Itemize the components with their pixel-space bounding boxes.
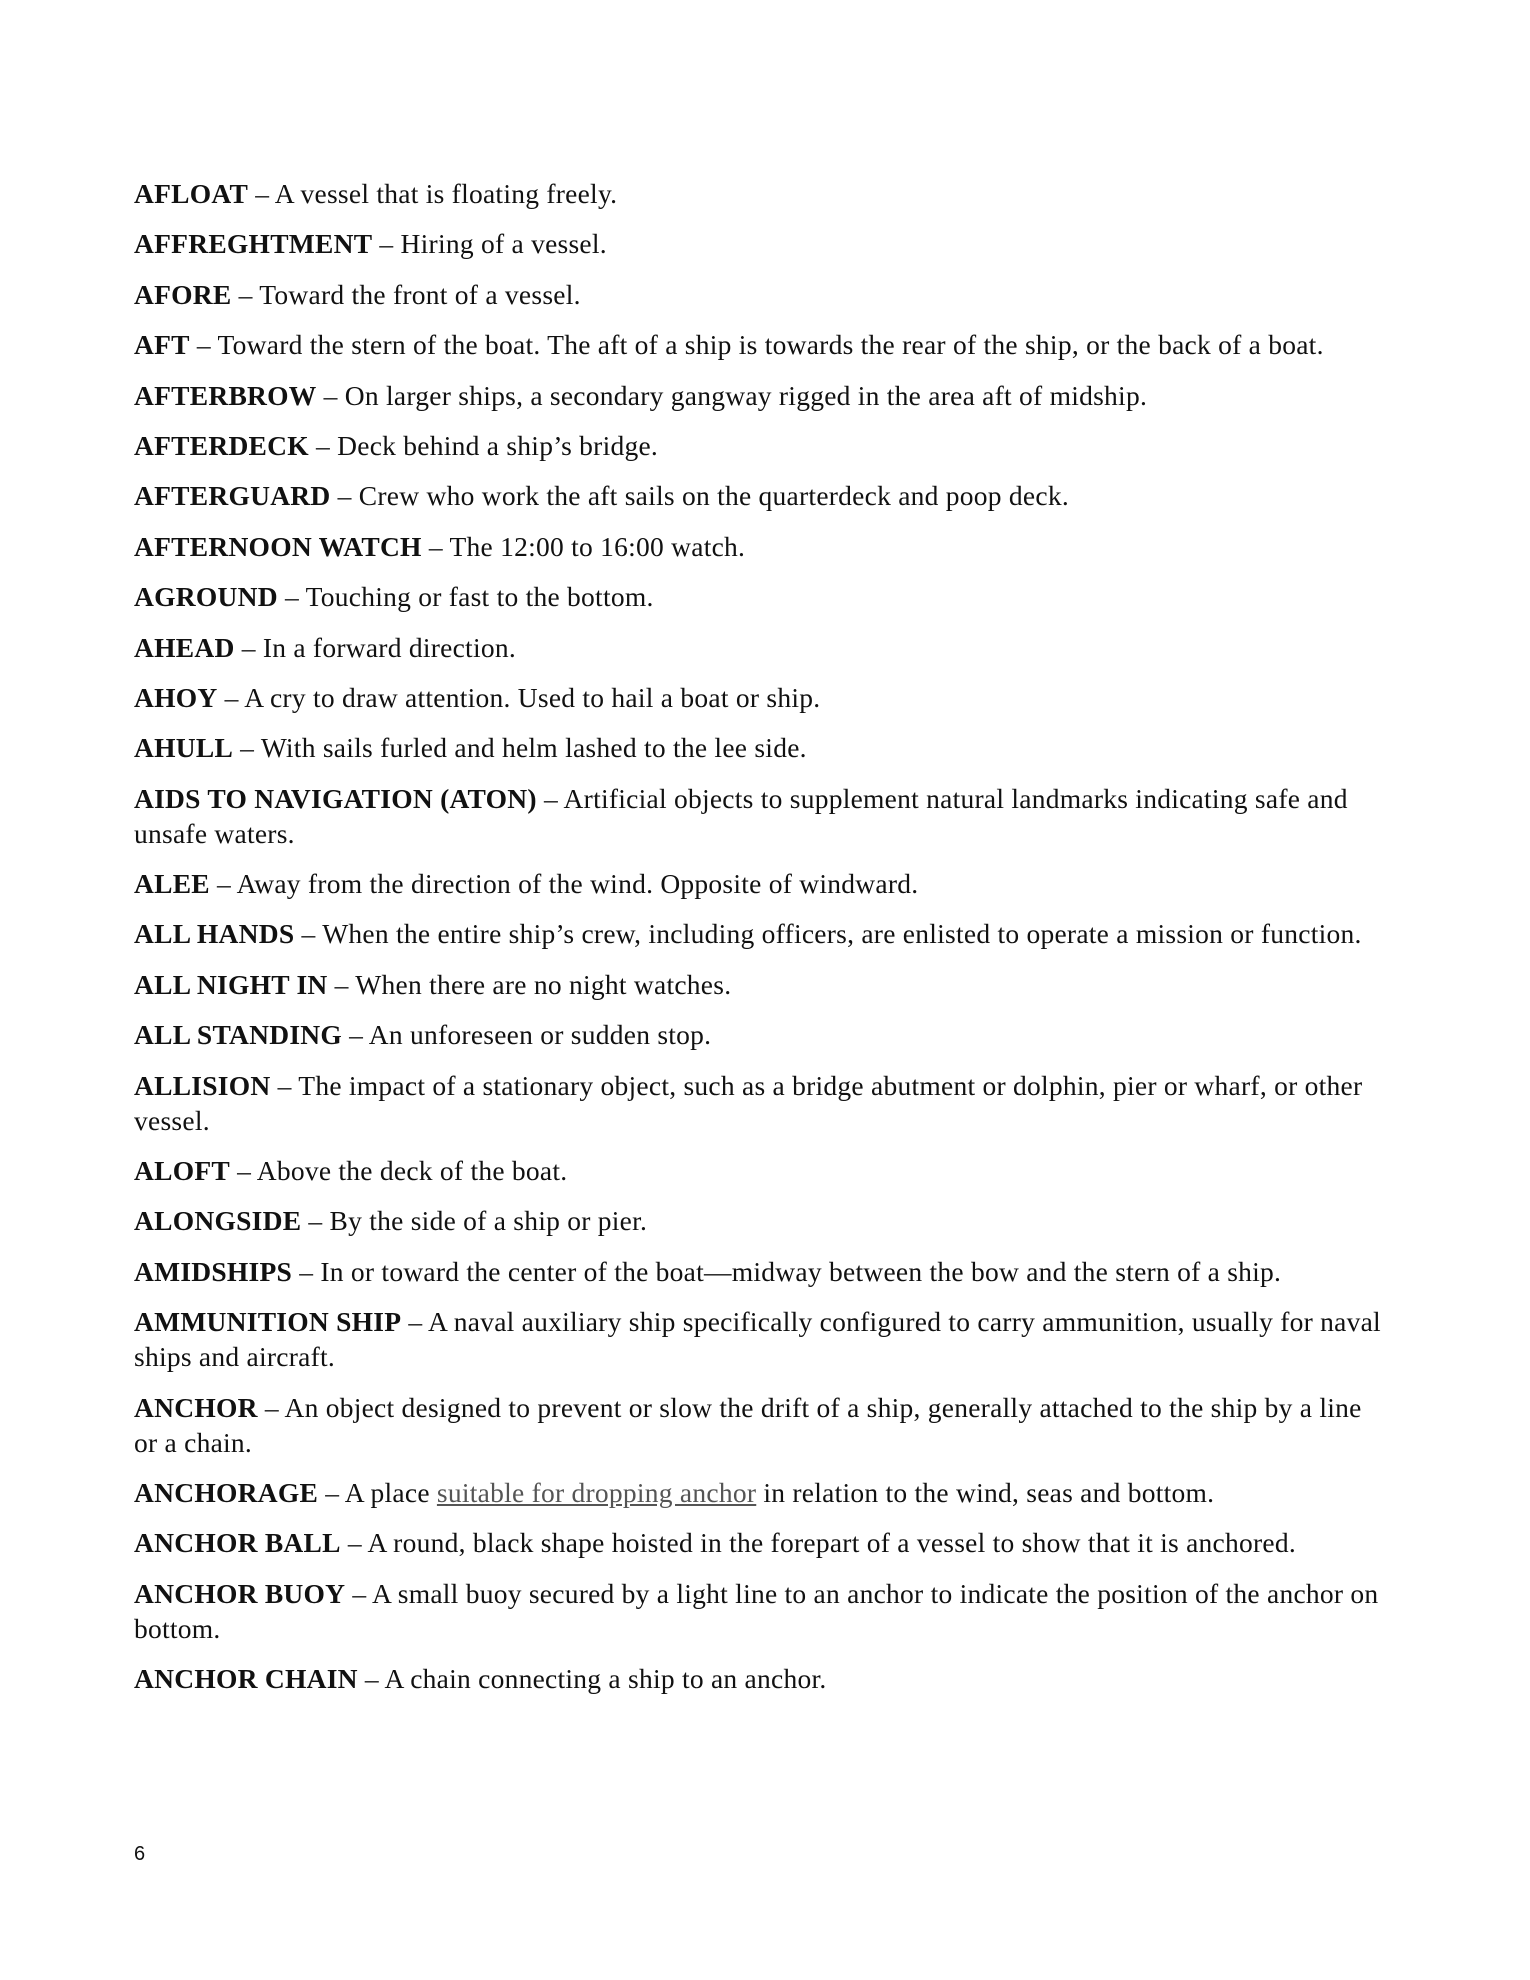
- glossary-entry: [134, 1068, 1384, 1138]
- definition: A round, black shape hoisted in the forepart of a vessel to show that it is anchored.: [367, 1527, 1296, 1559]
- glossary-entry: [134, 866, 1384, 901]
- definition: A vessel that is floating freely.: [274, 178, 618, 209]
- definition: A cry to draw attention. Used to hail a boat or ship.: [244, 681, 821, 713]
- glossary-entry: [134, 1576, 1384, 1646]
- glossary-entry: [134, 277, 1384, 312]
- glossary-entry: [134, 1390, 1384, 1460]
- glossary-entry: [134, 478, 1384, 513]
- separator: –: [209, 868, 237, 900]
- term: ALEE: [134, 868, 210, 900]
- term: AHEAD: [134, 631, 235, 663]
- separator: –: [421, 530, 450, 562]
- glossary-entry: [134, 1661, 1384, 1696]
- separator: –: [308, 429, 338, 461]
- glossary-entry: [134, 1203, 1384, 1238]
- term: ALLISION: [134, 1069, 271, 1101]
- term: AMIDSHIPS: [134, 1255, 293, 1287]
- glossary-entry: [134, 428, 1384, 463]
- separator: –: [292, 1255, 321, 1287]
- definition: Crew who work the aft sails on the quarterdeck and poop deck.: [358, 480, 1069, 512]
- separator: –: [234, 631, 263, 663]
- glossary-entry: [134, 680, 1384, 715]
- definition: On larger ships, a secondary gangway rigged in the area aft of midship.: [344, 379, 1148, 411]
- definition: Artificial objects to supplement natural landmarks indicating safe and unsafe waters.: [134, 782, 1348, 849]
- glossary-entry: [134, 730, 1384, 765]
- definition: An unforeseen or sudden stop.: [368, 1019, 712, 1051]
- glossary-entry: [134, 579, 1384, 614]
- separator: –: [345, 1577, 373, 1609]
- separator: –: [372, 228, 401, 260]
- term: AFTERNOON WATCH: [134, 530, 422, 562]
- term: AGROUND: [134, 581, 278, 613]
- separator: –: [277, 581, 306, 613]
- definition: Deck behind a ship’s bridge.: [337, 429, 659, 461]
- glossary-entry: [134, 1475, 1384, 1510]
- glossary-entry: [134, 327, 1384, 362]
- term: AFTERDECK: [134, 429, 309, 461]
- definition: Toward the stern of the boat. The aft of a ship is towards the rear of the ship, or the back of a boat.: [217, 329, 1324, 361]
- term: AHULL: [134, 732, 234, 764]
- separator: –: [294, 918, 323, 950]
- term: ALL NIGHT IN: [134, 968, 328, 1000]
- separator: –: [330, 480, 359, 512]
- term: ANCHOR: [134, 1391, 258, 1423]
- definition: The 12:00 to 16:00 watch.: [449, 530, 746, 562]
- term: AFT: [134, 329, 190, 361]
- definition: When the entire ship’s crew, including officers, are enlisted to operate a mission or function.: [322, 918, 1362, 950]
- definition: In a forward direction.: [262, 631, 516, 663]
- glossary-entry: [134, 226, 1384, 261]
- definition: A place: [344, 1476, 437, 1508]
- separator: –: [229, 1155, 257, 1187]
- definition: in relation to the wind, seas and bottom.: [756, 1476, 1215, 1508]
- separator: –: [231, 278, 260, 310]
- definition: Above the deck of the boat.: [256, 1155, 568, 1187]
- separator: –: [340, 1527, 368, 1559]
- term: AMMUNITION SHIP: [134, 1306, 402, 1338]
- term: AFTERGUARD: [134, 480, 331, 512]
- definition: Away from the direction of the wind. Opposite of windward.: [236, 868, 919, 900]
- definition: A naval auxiliary ship specifically configured to carry ammunition, usually for naval ships and aircraft.: [134, 1306, 1381, 1373]
- term: AIDS TO NAVIGATION (ATON): [134, 782, 537, 814]
- glossary-entry: [134, 1153, 1384, 1188]
- glossary-entry: [134, 1254, 1384, 1289]
- definition: An object designed to prevent or slow the drift of a ship, generally attached to the ship by a line or a chain.: [134, 1391, 1362, 1458]
- term: ALONGSIDE: [134, 1205, 302, 1237]
- separator: –: [318, 1476, 345, 1508]
- separator: –: [233, 732, 261, 764]
- term: ANCHORAGE: [134, 1476, 319, 1508]
- term: AFFREGHTMENT: [134, 228, 373, 260]
- term: AFTERBROW: [134, 379, 317, 411]
- glossary-entry: [134, 378, 1384, 413]
- separator: –: [401, 1306, 429, 1338]
- term: ANCHOR BUOY: [134, 1577, 346, 1609]
- glossary-entry: [134, 1304, 1384, 1374]
- glossary: [134, 176, 1384, 1712]
- separator: –: [257, 1391, 285, 1423]
- term: ALL STANDING: [134, 1019, 343, 1051]
- glossary-entry: [134, 1525, 1384, 1560]
- term: AHOY: [134, 681, 218, 713]
- definition: Hiring of a vessel.: [400, 228, 607, 260]
- term: AFLOAT: [134, 178, 249, 209]
- separator: –: [217, 681, 245, 713]
- separator: –: [301, 1205, 330, 1237]
- page-number: 6: [134, 1843, 146, 1865]
- separator: –: [189, 329, 218, 361]
- definition: By the side of a ship or pier.: [329, 1205, 648, 1237]
- separator: –: [270, 1069, 299, 1101]
- separator: –: [342, 1019, 369, 1051]
- glossary-entry: [134, 176, 1384, 211]
- separator: –: [357, 1663, 385, 1695]
- definition: A chain connecting a ship to an anchor.: [384, 1663, 827, 1695]
- glossary-entry: [134, 630, 1384, 665]
- glossary-entry: [134, 967, 1384, 1002]
- term: ANCHOR CHAIN: [134, 1663, 358, 1695]
- separator: –: [536, 782, 564, 814]
- term: ANCHOR BALL: [134, 1527, 341, 1559]
- definition: In or toward the center of the boat—midway between the bow and the stern of a ship.: [320, 1255, 1282, 1287]
- definition: A small buoy secured by a light line to an anchor to indicate the position of the anchor on bottom.: [134, 1577, 1379, 1644]
- definition: The impact of a stationary object, such as a bridge abutment or dolphin, pier or wharf, or other vessel.: [134, 1069, 1363, 1136]
- definition: With sails furled and helm lashed to the lee side.: [260, 732, 807, 764]
- definition: When there are no night watches.: [355, 968, 732, 1000]
- glossary-entry: [134, 529, 1384, 564]
- term: ALL HANDS: [134, 918, 295, 950]
- anchor-link[interactable]: suitable for dropping anchor: [436, 1476, 757, 1508]
- separator: –: [316, 379, 345, 411]
- definition: Toward the front of a vessel.: [259, 278, 581, 310]
- definition: Touching or fast to the bottom.: [305, 581, 654, 613]
- term: AFORE: [134, 278, 232, 310]
- term: ALOFT: [134, 1155, 230, 1187]
- glossary-entry: [134, 916, 1384, 951]
- separator: –: [327, 968, 356, 1000]
- glossary-entry: [134, 1017, 1384, 1052]
- separator: –: [248, 178, 275, 209]
- glossary-entry: [134, 781, 1384, 851]
